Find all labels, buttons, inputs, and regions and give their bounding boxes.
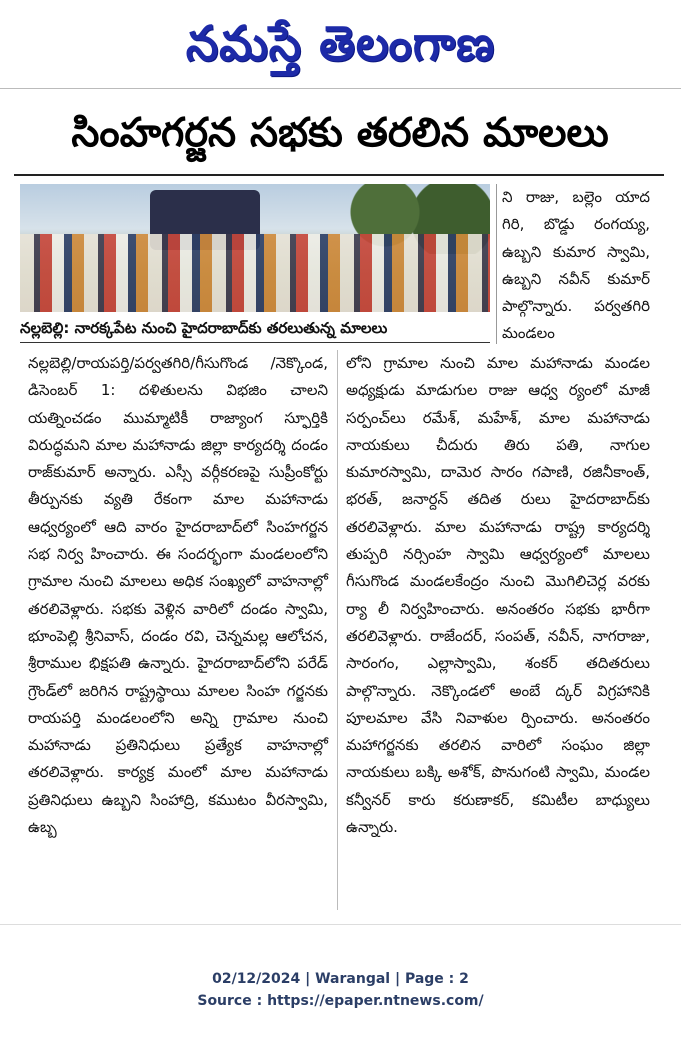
article-column-left [28, 350, 328, 841]
newspaper-masthead [0, 8, 681, 78]
footer-source[interactable]: Source : https://epaper.ntnews.com/ [197, 993, 484, 1009]
footer-date-edition: 02/12/2024 | Warangal | Page : 2 [212, 971, 469, 987]
column-divider [337, 350, 338, 910]
article-headline: సింహగర్జన సభకు తరలిన మాలలు [71, 110, 609, 156]
footer-divider [0, 924, 681, 925]
page-footer [0, 968, 681, 1012]
photo-crowd [20, 234, 490, 312]
paragraph: ని రాజు, బల్లెం యాద గిరి, బొడ్డు రంగయ్య, ఉబ్బని కుమార స్వామి, ఉబ్బని నవీన్ కుమార్ పాల్గొన్నారు. పర్వతగిరి మండలం [502, 188, 650, 343]
article-column-right [346, 350, 650, 841]
column-divider [496, 184, 497, 344]
paragraph: నల్లబెల్లి/రాయపర్తి/పర్వతగిరి/గీసుగొండ /నెక్కొండ, డిసెంబర్ 1: దళితులను విభజిం చాలని యత్నించడం ముమ్మాటికీ రాజ్యాంగ స్ఫూర్తికి విరుద్ధమని మాల మహానాడు జిల్లా కార్యదర్శి దండం రాజ్‌కుమార్ అన్నారు. ఎస్సీ వర్గీకరణపై సుప్రీంకోర్టు తీర్పునకు వ్యతి రేకంగా మాల మహానాడు ఆధ్వర్యంలో ఆది వారం హైదరాబాద్‌లో సింహగర్జన సభ నిర్వ హించారు. ఈ సందర్భంగా మండలంలోని గ్రామాల నుంచి మాలలు అధిక సంఖ్యలో వాహనాల్లో తరలివెళ్లారు. సభకు వెళ్లిన వారిలో దండం స్వామి, భూంపెల్లి శ్రీనివాస్, దండం రవి, చెన్నమల్ల ఆలోచన, శ్రీరాముల భిక్షపతి ఉన్నారు. హైదరాబాద్‌లోని పరేడ్ గ్రౌండ్‌లో జరిగిన రాష్ట్రస్థాయి మాలల సింహ గర్జనకు రాయపర్తి మండలంలోని అన్ని గ్రామాల నుంచి మహానాడు ప్రతినిధులు ప్రత్యేక వాహనాల్లో తరలివెళ్లారు. కార్యక్ర మంలో మాల మహానాడు ప్రతినిధులు ఉబ్బని సింహాద్రి, కముటం వీరస్వామి, ఉబ్బ [28, 354, 328, 837]
article-photo [20, 184, 490, 312]
article-column-right-top [502, 184, 650, 348]
masthead-logo: నమస్తే తెలంగాణ [185, 14, 496, 72]
masthead-divider [0, 88, 681, 89]
paragraph: లోని గ్రామాల నుంచి మాల మహానాడు మండల అధ్యక్షుడు మాడుగుల రాజు ఆధ్వ ర్యంలో మాజీ సర్పంచ్‌లు రమేశ్, మహేశ్, మాల మహానాడు నాయకులు చీదురు తిరు పతి, నాగుల కుమారస్వామి, దామెర సారం గపాణి, రజినీకాంత్, భరత్, జనార్దన్ తదిత రులు హైదరాబాద్‌కు తరలివెళ్లారు. మాల మహానాడు రాష్ట్ర కార్యదర్శి తుప్పరి నర్సింహ స్వామి ఆధ్వర్యంలో మాలలు గీసుగొండ మండలకేంద్రం నుంచి మొగిలిచెర్ల వరకు ర్యా లీ నిర్వహించారు. అనంతరం సభకు భారీగా తరలివెళ్లారు. రాజేందర్, సంపత్, నవీన్, నాగరాజు, సారంగం, ఎల్లాస్వామి, శంకర్ తదితరులు పాల్గొన్నారు. నెక్కొండలో అంబే ద్కర్ విగ్రహానికి పూలమాల వేసి నివాళుల ర్పించారు. అనంతరం మహాగర్జనకు తరలిన వారిలో సంఘం జిల్లా నాయకులు బక్కి అశోక్, పొనుగంటి స్వామి, మండల కన్వీనర్ కారు కరుణాకర్, కమిటీల బాధ్యులు ఉన్నారు. [346, 354, 650, 837]
caption-divider [20, 342, 490, 343]
photo-caption: నల్లబెల్లి: నారక్కపేట నుంచి హైదరాబాద్‌కు తరలుతున్న మాలలు [20, 319, 388, 337]
